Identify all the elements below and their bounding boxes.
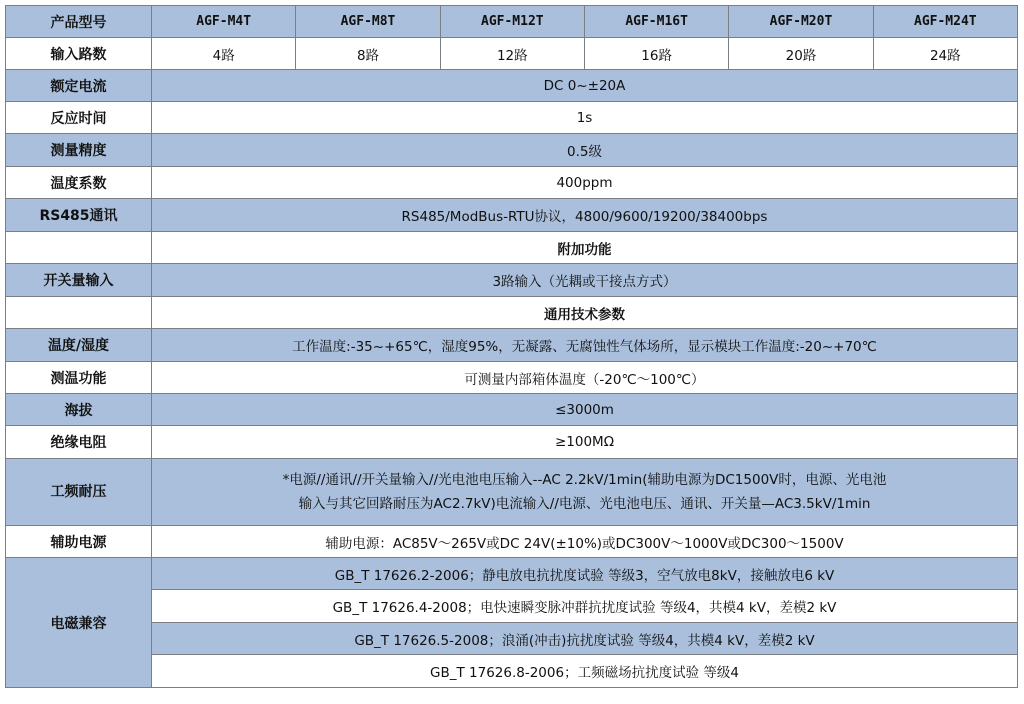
label-insulation: 绝缘电阻 (6, 426, 152, 459)
row-altitude (6, 394, 1018, 426)
section-title-extra: 附加功能 (152, 232, 1018, 264)
label-switch-input: 开关量输入 (6, 264, 152, 297)
withstand-line-2: 输入与其它回路耐压为AC2.7kV)电流输入//电源、光电池电压、通讯、开关量—AC3.5kV/1min (298, 496, 871, 512)
row-temp-coefficient (6, 167, 1018, 199)
row-rs485 (6, 199, 1018, 232)
row-switch-input (6, 264, 1018, 297)
channel-cell: 20路 (729, 38, 873, 70)
label-emc: 电磁兼容 (6, 558, 152, 688)
row-temp-measure (6, 362, 1018, 394)
value-temp-coefficient: 400ppm (152, 167, 1018, 199)
channel-cell: 4路 (152, 38, 296, 70)
row-section-general (6, 297, 1018, 329)
channel-cell: 12路 (440, 38, 584, 70)
label-temp-measure: 测温功能 (6, 362, 152, 394)
label-models: 产品型号 (6, 6, 152, 38)
row-accuracy (6, 134, 1018, 167)
row-emc-4 (6, 655, 1018, 688)
withstand-line-1: *电源//通讯//开关量输入//光电池电压输入--AC 2.2kV/1min(辅助电源为DC1500V时，电源、光电池 (282, 472, 887, 488)
row-models (6, 6, 1018, 38)
label-response-time: 反应时间 (6, 102, 152, 134)
row-insulation (6, 426, 1018, 459)
label-altitude: 海拔 (6, 394, 152, 426)
value-withstand (152, 459, 1018, 526)
value-emc-1: GB_T 17626.2-2006；静电放电抗扰度试验 等级3，空气放电8kV，接触放电6 kV (152, 558, 1018, 590)
label-rs485: RS485通讯 (6, 199, 152, 232)
value-rated-current: DC 0~±20A (152, 70, 1018, 102)
row-temp-humidity (6, 329, 1018, 362)
value-insulation: ≥100MΩ (152, 426, 1018, 459)
value-rs485: RS485/ModBus-RTU协议，4800/9600/19200/38400bps (152, 199, 1018, 232)
label-section-extra (6, 232, 152, 264)
value-aux-power: 辅助电源：AC85V～265V或DC 24V(±10%)或DC300V～1000V或DC300～1500V (152, 526, 1018, 558)
label-withstand: 工频耐压 (6, 459, 152, 526)
value-emc-3: GB_T 17626.5-2008；浪涌(冲击)抗扰度试验 等级4，共模4 kV，差模2 kV (152, 623, 1018, 655)
row-rated-current (6, 70, 1018, 102)
channel-cell: 8路 (296, 38, 440, 70)
channel-cell: 16路 (584, 38, 728, 70)
value-temp-humidity: 工作温度:-35~+65℃，湿度95%，无凝露、无腐蚀性气体场所，显示模块工作温度:-20~+70℃ (152, 329, 1018, 362)
channel-cell: 24路 (873, 38, 1017, 70)
model-cell: AGF-M24T (873, 6, 1017, 38)
model-cell: AGF-M12T (440, 6, 584, 38)
value-emc-4: GB_T 17626.8-2006；工频磁场抗扰度试验 等级4 (152, 655, 1018, 688)
label-temp-humidity: 温度/湿度 (6, 329, 152, 362)
model-cell: AGF-M16T (584, 6, 728, 38)
row-emc-1 (6, 558, 1018, 590)
value-altitude: ≤3000m (152, 394, 1018, 426)
label-rated-current: 额定电流 (6, 70, 152, 102)
value-switch-input: 3路输入（光耦或干接点方式） (152, 264, 1018, 297)
row-section-extra (6, 232, 1018, 264)
label-aux-power: 辅助电源 (6, 526, 152, 558)
row-response-time (6, 102, 1018, 134)
row-withstand (6, 459, 1018, 526)
label-accuracy: 测量精度 (6, 134, 152, 167)
label-section-general (6, 297, 152, 329)
row-aux-power (6, 526, 1018, 558)
label-channels: 输入路数 (6, 38, 152, 70)
value-temp-measure: 可测量内部箱体温度（-20℃～100℃） (152, 362, 1018, 394)
model-cell: AGF-M4T (152, 6, 296, 38)
row-emc-2 (6, 590, 1018, 623)
model-cell: AGF-M8T (296, 6, 440, 38)
label-temp-coefficient: 温度系数 (6, 167, 152, 199)
value-response-time: 1s (152, 102, 1018, 134)
section-title-general: 通用技术参数 (152, 297, 1018, 329)
value-emc-2: GB_T 17626.4-2008；电快速瞬变脉冲群抗扰度试验 等级4，共模4 kV，差模2 kV (152, 590, 1018, 623)
value-accuracy: 0.5级 (152, 134, 1018, 167)
row-channels (6, 38, 1018, 70)
spec-table (5, 5, 1018, 688)
model-cell: AGF-M20T (729, 6, 873, 38)
row-emc-3 (6, 623, 1018, 655)
